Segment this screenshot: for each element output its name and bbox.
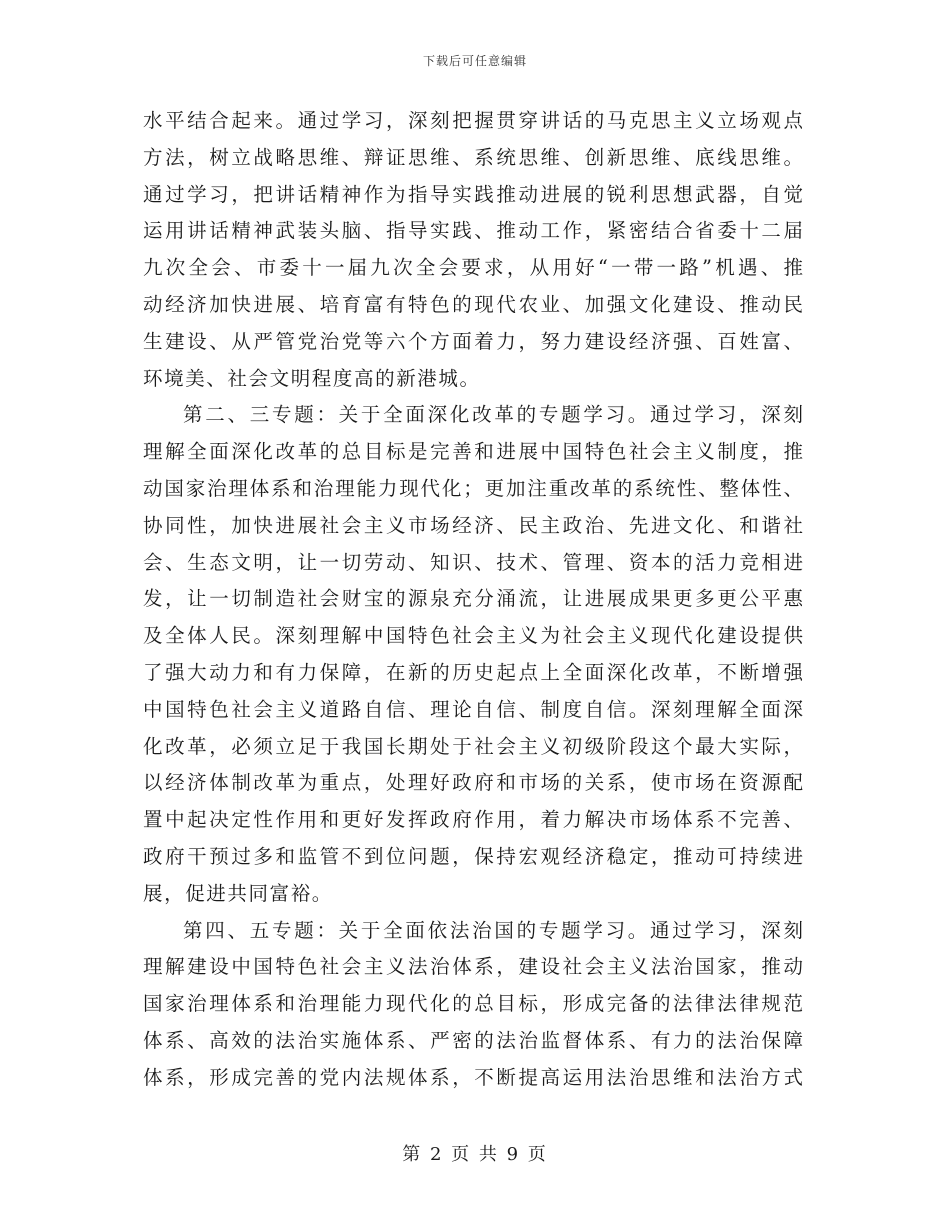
page-header: 下载后可任意编辑 <box>422 54 527 68</box>
paragraph-start: 第二、三专题：关于全面深化改革的专题学习。通过学习，深刻 <box>183 403 803 427</box>
body-line: 及全体人民。深刻理解中国特色社会主义为社会主义现代化建设提供 <box>143 624 803 648</box>
paragraph-start: 第四、五专题：关于全面依法治国的专题学习。通过学习，深刻 <box>183 918 803 942</box>
body-line: 了强大动力和有力保障，在新的历史起点上全面深化改革，不断增强 <box>143 660 803 684</box>
body-line: 以经济体制改革为重点，处理好政府和市场的关系，使市场在资源配 <box>143 771 803 795</box>
body-line: 中国特色社会主义道路自信、理论自信、制度自信。深刻理解全面深 <box>143 697 803 721</box>
body-line: 协同性，加快进展社会主义市场经济、民主政治、先进文化、和谐社 <box>143 513 803 537</box>
page-number: 第 2 页 共 9 页 <box>402 1144 548 1165</box>
body-line: 方法，树立战略思维、辩证思维、系统思维、创新思维、底线思维。 <box>143 145 803 169</box>
body-line: 环境美、社会文明程度高的新港城。 <box>143 366 481 390</box>
body-line: 化改革，必须立足于我国长期处于社会主义初级阶段这个最大实际， <box>143 734 803 758</box>
body-line: 水平结合起来。通过学习，深刻把握贯穿讲话的马克思主义立场观点 <box>143 109 803 132</box>
body-line: 理解建设中国特色社会主义法治体系，建设社会主义法治国家，推动 <box>143 955 803 979</box>
body-line: 理解全面深化改革的总目标是完善和进展中国特色社会主义制度，推 <box>143 440 803 464</box>
body-line: 体系、高效的法治实施体系、严密的法治监督体系、有力的法治保障 <box>143 1028 803 1052</box>
body-line: 置中起决定性作用和更好发挥政府作用，着力解决市场体系不完善、 <box>143 808 803 832</box>
document-body <box>143 103 803 1097</box>
body-line: 生建设、从严管党治党等六个方面着力，努力建设经济强、百姓富、 <box>143 329 803 353</box>
body-line: 国家治理体系和治理能力现代化的总目标，形成完备的法律法律规范 <box>143 992 803 1016</box>
body-line: 发，让一切制造社会财宝的源泉充分涌流，让进展成果更多更公平惠 <box>143 587 803 611</box>
body-line: 九次全会、市委十一届九次全会要求，从用好“一带一路”机遇、推 <box>143 256 803 280</box>
body-line: 动经济加快进展、培育富有特色的现代农业、加强文化建设、推动民 <box>143 292 803 316</box>
body-line: 展，促进共同富裕。 <box>143 881 333 905</box>
body-line: 会、生态文明，让一切劳动、知识、技术、管理、资本的活力竞相进 <box>143 550 803 574</box>
body-line: 运用讲话精神武装头脑、指导实践、推动工作，紧密结合省委十二届 <box>143 219 803 243</box>
body-line: 政府干预过多和监管不到位问题，保持宏观经济稳定，推动可持续进 <box>143 844 803 868</box>
body-line: 动国家治理体系和治理能力现代化；更加注重改革的系统性、整体性、 <box>143 476 803 500</box>
body-line: 通过学习，把讲话精神作为指导实践推动进展的锐利思想武器，自觉 <box>143 182 803 206</box>
body-line: 体系，形成完善的党内法规体系，不断提高运用法治思维和法治方式 <box>143 1065 803 1089</box>
